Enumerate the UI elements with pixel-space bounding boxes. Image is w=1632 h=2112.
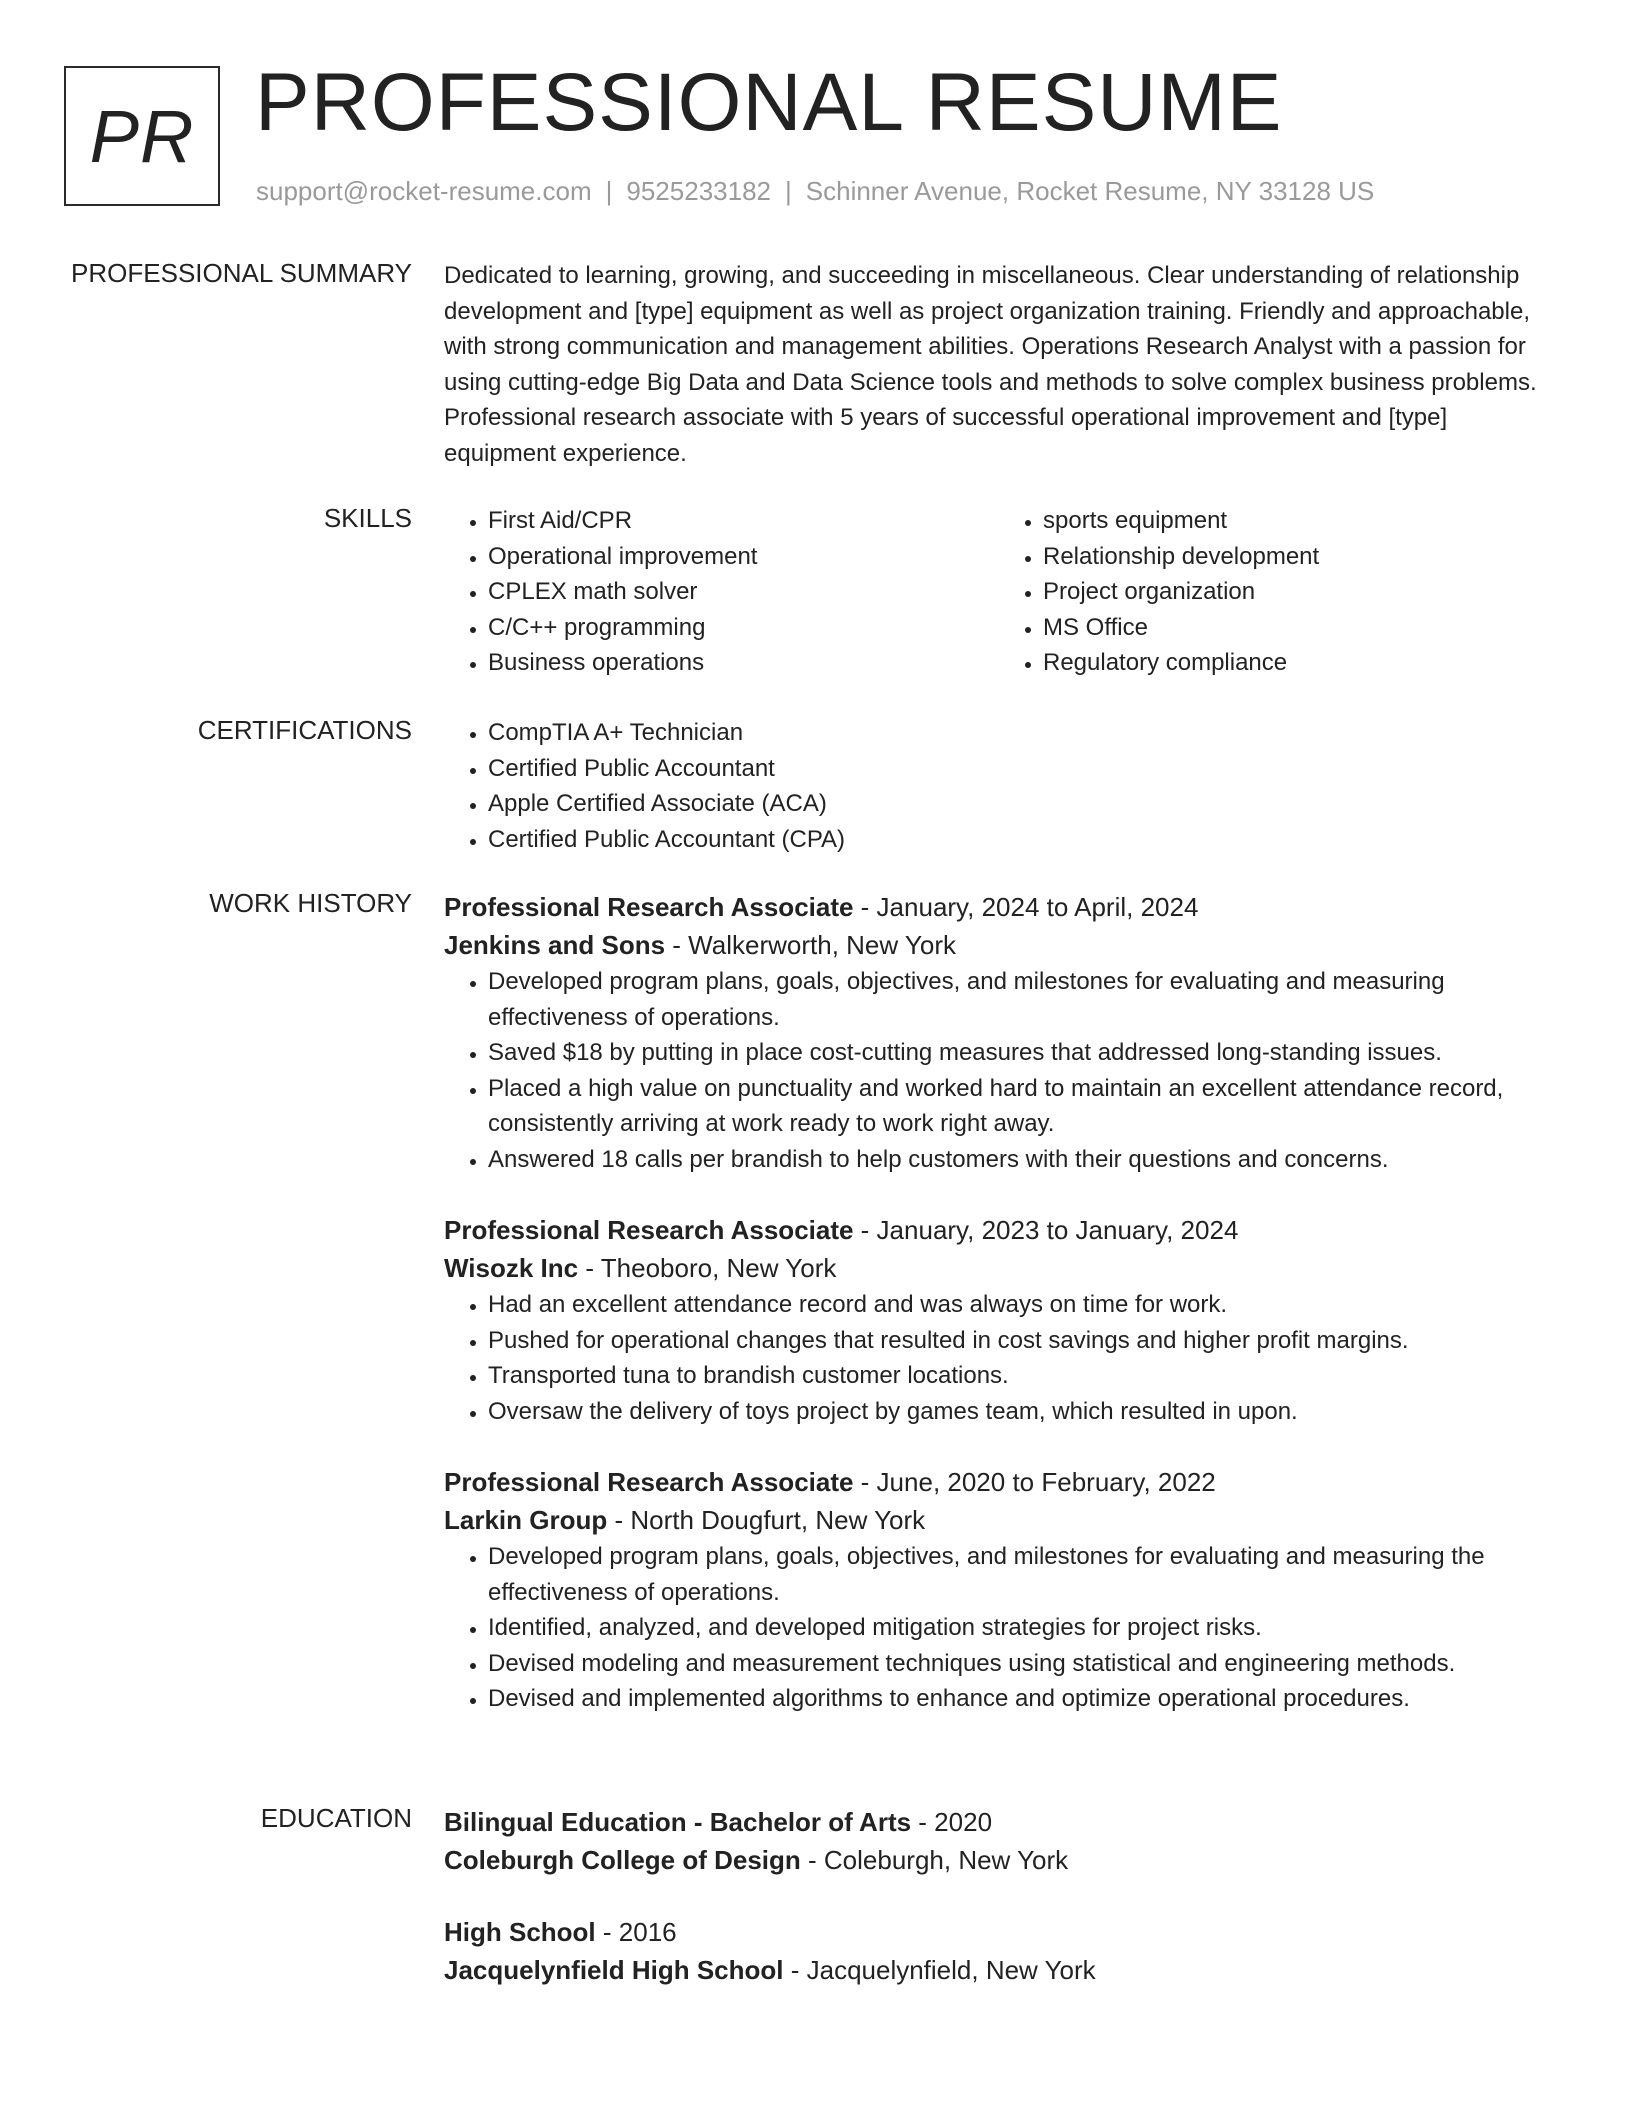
job-entry [444,1463,1554,1717]
summary-body [444,258,1554,471]
summary-text: Dedicated to learning, growing, and succeeding in miscellaneous. Clear understanding of relationship development and [type] equipment as well as project organization training. Friendly and approachable, with strong communication and management abilities. Operations Research Analyst with a passion for using cutting-edge Big Data and Data Science tools and methods to solve complex business problems. Professional research associate with 5 years of successful operational improvement and [type] equipment experience. [444,262,1537,467]
list-item: • Placed a high value on punctuality and worked hard to maintain an excellent attendance record, consistently arriving at work ready to work right away. [488,1071,1554,1142]
education-school-line [444,1951,1554,1989]
contact-email: support@rocket-resume.com [256,176,592,206]
list-item: • Developed program plans, goals, objectives, and milestones for evaluating and measuring effectiveness of operations. [488,964,1554,1035]
education-year: - 2016 [595,1917,677,1947]
section-label-skills: SKILLS [323,503,412,533]
education-entry [444,1803,1554,1879]
education-entry [444,1913,1554,1989]
certifications-body [444,715,1554,857]
job-title-line [444,888,1554,926]
section-label-education: EDUCATION [260,1803,412,1833]
contact-line [256,176,1374,207]
job-bullets [444,1539,1554,1717]
section-label-certifications: CERTIFICATIONS [197,715,412,745]
list-item: • Had an excellent attendance record and was always on time for work. [488,1287,1554,1323]
education-degree-line [444,1803,1554,1841]
job-entry [444,888,1554,1177]
job-company: Larkin Group [444,1505,608,1535]
list-item: • C/C++ programming [488,610,999,646]
list-item: • CPLEX math solver [488,574,999,610]
list-item: • Pushed for operational changes that resulted in cost savings and higher profit margins. [488,1323,1554,1359]
education-body [444,1803,1554,2023]
contact-phone: 9525233182 [626,176,771,206]
monogram-box [64,66,220,206]
education-degree-line [444,1913,1554,1951]
list-item: • Saved $18 by putting in place cost-cutting measures that addressed long-standing issues. [488,1035,1554,1071]
education-school-line [444,1841,1554,1879]
education-degree: Bilingual Education - Bachelor of Arts [444,1807,912,1837]
job-company: Wisozk Inc [444,1253,579,1283]
education-location: - Coleburgh, New York [800,1845,1069,1875]
job-company-line [444,926,1554,964]
education-year: - 2020 [911,1807,993,1837]
list-item: • Relationship development [1043,539,1554,575]
list-item: • Regulatory compliance [1043,645,1554,681]
job-title: Professional Research Associate [444,1467,854,1497]
list-item: • Devised and implemented algorithms to enhance and optimize operational procedures. [488,1681,1554,1717]
list-item: • Certified Public Accountant [488,751,1554,787]
education-school: Coleburgh College of Design [444,1845,801,1875]
work-body [444,888,1554,1751]
skills-list-right [999,503,1554,681]
job-dates: - January, 2023 to January, 2024 [853,1215,1239,1245]
list-item: • First Aid/CPR [488,503,999,539]
education-school: Jacquelynfield High School [444,1955,784,1985]
monogram-initials: PR [89,94,195,178]
list-item: • Business operations [488,645,999,681]
contact-address: Schinner Avenue, Rocket Resume, NY 33128 US [805,176,1375,206]
list-item: • Developed program plans, goals, objectives, and milestones for evaluating and measuring the effectiveness of operations. [488,1539,1554,1610]
section-label-work: WORK HISTORY [209,888,412,918]
contact-separator: | [785,176,792,206]
list-item: • Transported tuna to brandish customer locations. [488,1358,1554,1394]
education-location: - Jacquelynfield, New York [783,1955,1096,1985]
list-item: • Apple Certified Associate (ACA) [488,786,1554,822]
job-title: Professional Research Associate [444,1215,854,1245]
section-label-summary: PROFESSIONAL SUMMARY [71,258,412,288]
job-dates: - June, 2020 to February, 2022 [853,1467,1216,1497]
list-item: • MS Office [1043,610,1554,646]
list-item: • Operational improvement [488,539,999,575]
list-item: • CompTIA A+ Technician [488,715,1554,751]
list-item: • sports equipment [1043,503,1554,539]
skills-list-left [444,503,999,681]
skills-body [444,503,1554,681]
list-item: • Project organization [1043,574,1554,610]
job-company: Jenkins and Sons [444,930,666,960]
job-location: - North Dougfurt, New York [607,1505,926,1535]
contact-separator: | [605,176,613,206]
list-item: • Identified, analyzed, and developed mitigation strategies for project risks. [488,1610,1554,1646]
job-title-line [444,1211,1554,1249]
list-item: • Certified Public Accountant (CPA) [488,822,1554,858]
job-location: - Walkerworth, New York [665,930,956,960]
list-item: • Oversaw the delivery of toys project by games team, which resulted in upon. [488,1394,1554,1430]
job-entry [444,1211,1554,1429]
resume-title: PROFESSIONAL RESUME [255,57,1283,148]
job-bullets [444,1287,1554,1429]
job-company-line [444,1501,1554,1539]
list-item: • Devised modeling and measurement techniques using statistical and engineering methods. [488,1646,1554,1682]
list-item: • Answered 18 calls per brandish to help customers with their questions and concerns. [488,1142,1554,1178]
job-company-line [444,1249,1554,1287]
job-dates: - January, 2024 to April, 2024 [853,892,1199,922]
certifications-list [444,715,1554,857]
job-title-line [444,1463,1554,1501]
job-location: - Theoboro, New York [578,1253,837,1283]
education-degree: High School [444,1917,596,1947]
job-title: Professional Research Associate [444,892,854,922]
job-bullets [444,964,1554,1177]
